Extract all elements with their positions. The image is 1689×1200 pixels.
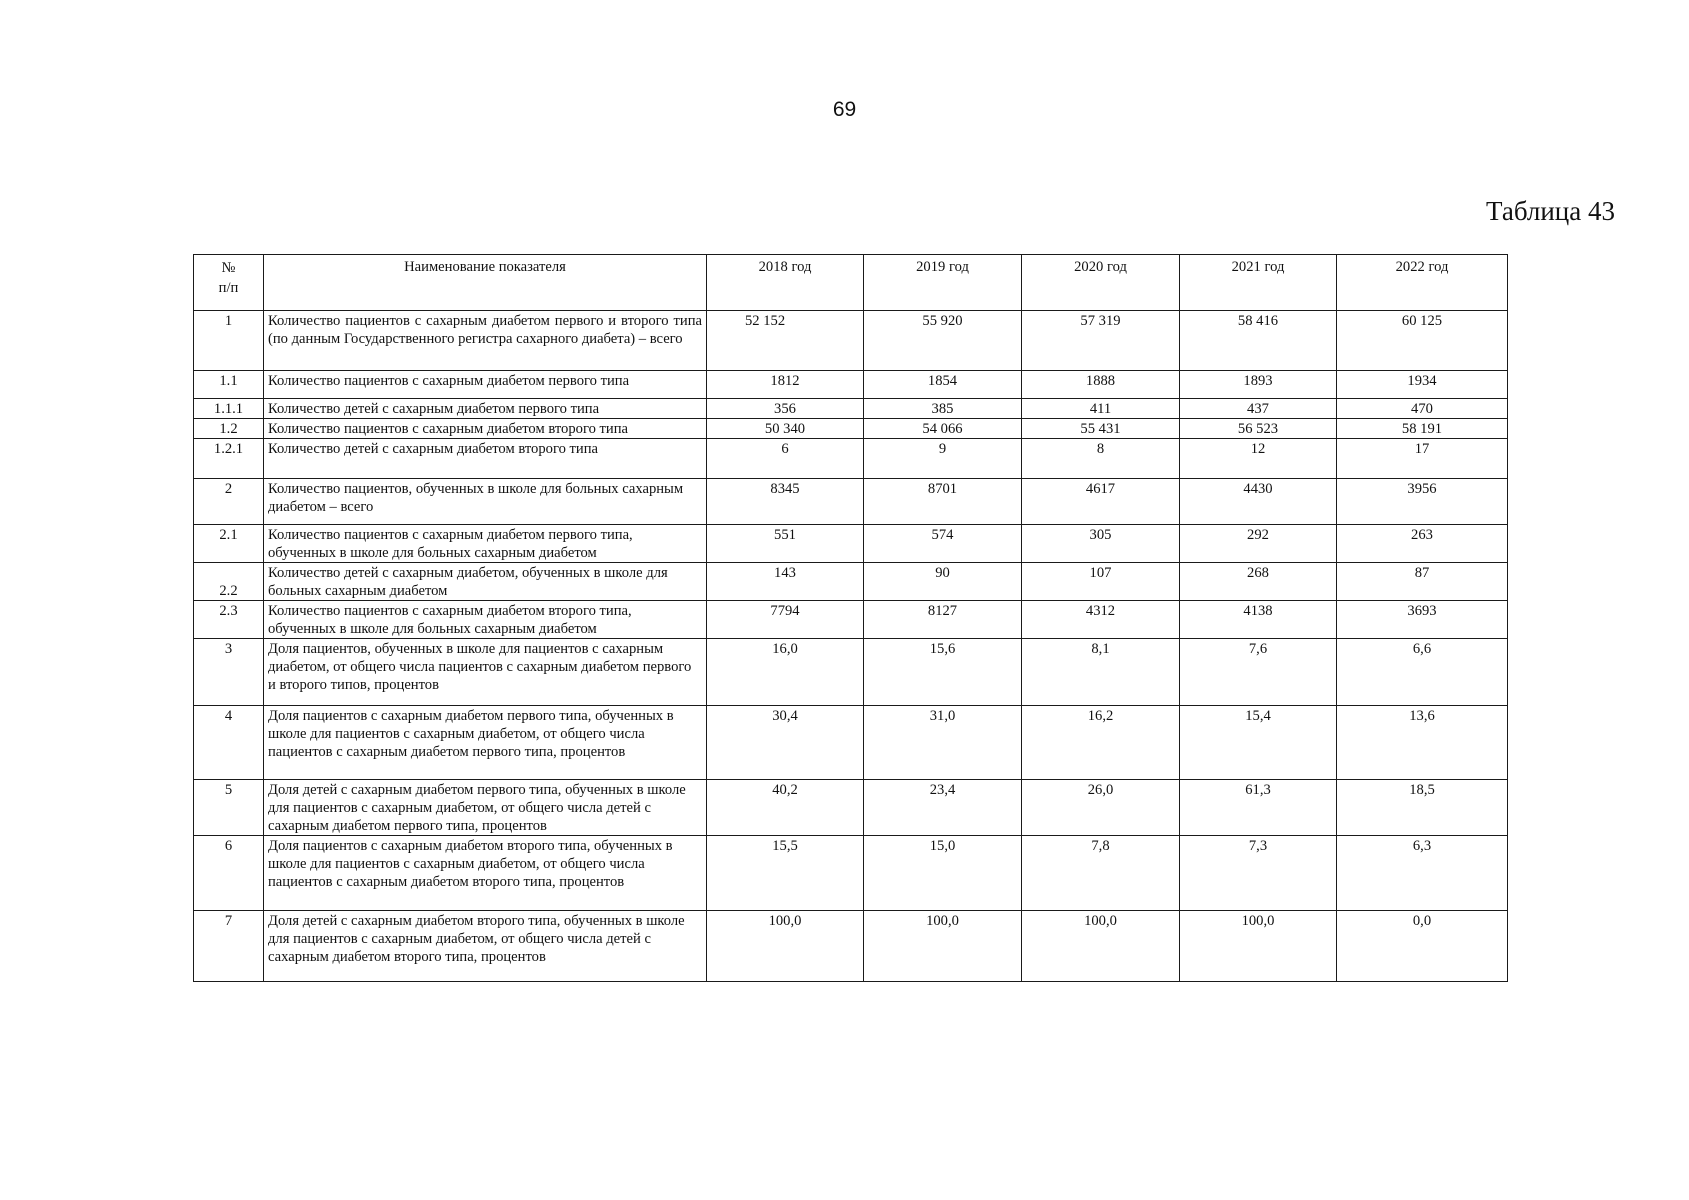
value-2020: 107 xyxy=(1022,563,1180,601)
table-row xyxy=(194,371,1508,399)
row-number: 1.1 xyxy=(194,371,264,399)
header-year-2021: 2021 год xyxy=(1180,255,1337,311)
value-2020: 100,0 xyxy=(1022,911,1180,982)
value-2018: 15,5 xyxy=(707,836,864,911)
value-2022: 3956 xyxy=(1337,479,1508,525)
value-2021: 4430 xyxy=(1180,479,1337,525)
value-2020: 16,2 xyxy=(1022,706,1180,780)
header-year-2018: 2018 год xyxy=(707,255,864,311)
value-2019: 54 066 xyxy=(864,419,1022,439)
indicator-name: Количество пациентов с сахарным диабетом второго типа, обученных в школе для больных сахарным диабетом xyxy=(264,601,707,639)
value-2020: 55 431 xyxy=(1022,419,1180,439)
value-2021: 292 xyxy=(1180,525,1337,563)
value-2022: 58 191 xyxy=(1337,419,1508,439)
row-number: 2 xyxy=(194,479,264,525)
value-2022: 0,0 xyxy=(1337,911,1508,982)
value-2018: 1812 xyxy=(707,371,864,399)
value-2020: 57 319 xyxy=(1022,311,1180,371)
value-2018: 52 152 xyxy=(707,311,864,371)
table-row xyxy=(194,311,1508,371)
table-title: Таблица 43 xyxy=(1486,196,1615,226)
value-2018: 16,0 xyxy=(707,639,864,706)
value-2018: 6 xyxy=(707,439,864,479)
value-2021: 100,0 xyxy=(1180,911,1337,982)
value-2021: 437 xyxy=(1180,399,1337,419)
statistics-table xyxy=(193,254,1508,982)
indicator-name: Доля пациентов, обученных в школе для пациентов с сахарным диабетом, от общего числа пациентов с сахарным диабетом первого и второго типов, процентов xyxy=(264,639,707,706)
value-2018: 7794 xyxy=(707,601,864,639)
value-2022: 87 xyxy=(1337,563,1508,601)
row-number: 7 xyxy=(194,911,264,982)
value-2021: 58 416 xyxy=(1180,311,1337,371)
value-2022: 17 xyxy=(1337,439,1508,479)
value-2022: 6,3 xyxy=(1337,836,1508,911)
value-2020: 8 xyxy=(1022,439,1180,479)
indicator-name: Количество пациентов с сахарным диабетом первого и второго типа (по данным Государственного регистра сахарного диабета) – всего xyxy=(264,311,707,371)
value-2018: 551 xyxy=(707,525,864,563)
value-2021: 12 xyxy=(1180,439,1337,479)
page-number: 69 xyxy=(832,98,857,121)
value-2020: 7,8 xyxy=(1022,836,1180,911)
indicator-name: Доля пациентов с сахарным диабетом второго типа, обученных в школе для пациентов с сахарным диабетом, от общего числа пациентов с сахарным диабетом второго типа, процентов xyxy=(264,836,707,911)
indicator-name: Доля детей с сахарным диабетом второго типа, обученных в школе для пациентов с сахарным диабетом, от общего числа детей с сахарным диабетом второго типа, процентов xyxy=(264,911,707,982)
value-2022: 18,5 xyxy=(1337,780,1508,836)
header-number: № п/п xyxy=(194,255,264,311)
row-number: 6 xyxy=(194,836,264,911)
value-2019: 9 xyxy=(864,439,1022,479)
table-row xyxy=(194,639,1508,706)
row-number: 2.3 xyxy=(194,601,264,639)
indicator-name: Количество пациентов с сахарным диабетом второго типа xyxy=(264,419,707,439)
value-2022: 6,6 xyxy=(1337,639,1508,706)
row-number: 4 xyxy=(194,706,264,780)
row-number: 1.2 xyxy=(194,419,264,439)
value-2020: 26,0 xyxy=(1022,780,1180,836)
indicator-name: Количество пациентов, обученных в школе для больных сахарным диабетом – всего xyxy=(264,479,707,525)
value-2019: 8127 xyxy=(864,601,1022,639)
row-number: 1.2.1 xyxy=(194,439,264,479)
header-indicator-name: Наименование показателя xyxy=(264,255,707,311)
table-row xyxy=(194,399,1508,419)
table-row xyxy=(194,780,1508,836)
value-2018: 8345 xyxy=(707,479,864,525)
value-2020: 1888 xyxy=(1022,371,1180,399)
indicator-name: Доля детей с сахарным диабетом первого типа, обученных в школе для пациентов с сахарным диабетом, от общего числа детей с сахарным диабетом первого типа, процентов xyxy=(264,780,707,836)
value-2019: 15,6 xyxy=(864,639,1022,706)
value-2018: 100,0 xyxy=(707,911,864,982)
value-2021: 4138 xyxy=(1180,601,1337,639)
value-2020: 305 xyxy=(1022,525,1180,563)
table-row xyxy=(194,439,1508,479)
value-2019: 100,0 xyxy=(864,911,1022,982)
indicator-name: Количество детей с сахарным диабетом, обученных в школе для больных сахарным диабетом xyxy=(264,563,707,601)
value-2019: 1854 xyxy=(864,371,1022,399)
value-2022: 3693 xyxy=(1337,601,1508,639)
value-2019: 574 xyxy=(864,525,1022,563)
value-2018: 356 xyxy=(707,399,864,419)
value-2018: 40,2 xyxy=(707,780,864,836)
value-2018: 50 340 xyxy=(707,419,864,439)
value-2021: 56 523 xyxy=(1180,419,1337,439)
table-row xyxy=(194,479,1508,525)
table-row xyxy=(194,836,1508,911)
value-2018: 143 xyxy=(707,563,864,601)
table-row xyxy=(194,601,1508,639)
row-number: 2.1 xyxy=(194,525,264,563)
value-2021: 61,3 xyxy=(1180,780,1337,836)
table-row xyxy=(194,911,1508,982)
row-number: 3 xyxy=(194,639,264,706)
value-2022: 263 xyxy=(1337,525,1508,563)
value-2021: 268 xyxy=(1180,563,1337,601)
value-2022: 60 125 xyxy=(1337,311,1508,371)
row-number: 2.2 xyxy=(194,563,264,601)
value-2022: 13,6 xyxy=(1337,706,1508,780)
indicator-name: Количество детей с сахарным диабетом второго типа xyxy=(264,439,707,479)
table-row xyxy=(194,419,1508,439)
value-2019: 23,4 xyxy=(864,780,1022,836)
value-2020: 411 xyxy=(1022,399,1180,419)
value-2020: 4312 xyxy=(1022,601,1180,639)
table-row xyxy=(194,525,1508,563)
table-row xyxy=(194,706,1508,780)
table-header-row xyxy=(194,255,1508,311)
value-2021: 7,6 xyxy=(1180,639,1337,706)
indicator-name: Доля пациентов с сахарным диабетом первого типа, обученных в школе для пациентов с сахарным диабетом, от общего числа пациентов с сахарным диабетом первого типа, процентов xyxy=(264,706,707,780)
row-number: 5 xyxy=(194,780,264,836)
indicator-name: Количество детей с сахарным диабетом первого типа xyxy=(264,399,707,419)
header-year-2019: 2019 год xyxy=(864,255,1022,311)
value-2019: 31,0 xyxy=(864,706,1022,780)
header-year-2022: 2022 год xyxy=(1337,255,1508,311)
value-2022: 1934 xyxy=(1337,371,1508,399)
value-2019: 90 xyxy=(864,563,1022,601)
indicator-name: Количество пациентов с сахарным диабетом первого типа xyxy=(264,371,707,399)
value-2019: 385 xyxy=(864,399,1022,419)
value-2019: 55 920 xyxy=(864,311,1022,371)
row-number: 1.1.1 xyxy=(194,399,264,419)
table-row xyxy=(194,563,1508,601)
value-2019: 8701 xyxy=(864,479,1022,525)
value-2021: 1893 xyxy=(1180,371,1337,399)
indicator-name: Количество пациентов с сахарным диабетом первого типа, обученных в школе для больных сахарным диабетом xyxy=(264,525,707,563)
header-year-2020: 2020 год xyxy=(1022,255,1180,311)
value-2018: 30,4 xyxy=(707,706,864,780)
row-number: 1 xyxy=(194,311,264,371)
value-2019: 15,0 xyxy=(864,836,1022,911)
value-2022: 470 xyxy=(1337,399,1508,419)
value-2020: 8,1 xyxy=(1022,639,1180,706)
value-2021: 7,3 xyxy=(1180,836,1337,911)
value-2020: 4617 xyxy=(1022,479,1180,525)
value-2021: 15,4 xyxy=(1180,706,1337,780)
